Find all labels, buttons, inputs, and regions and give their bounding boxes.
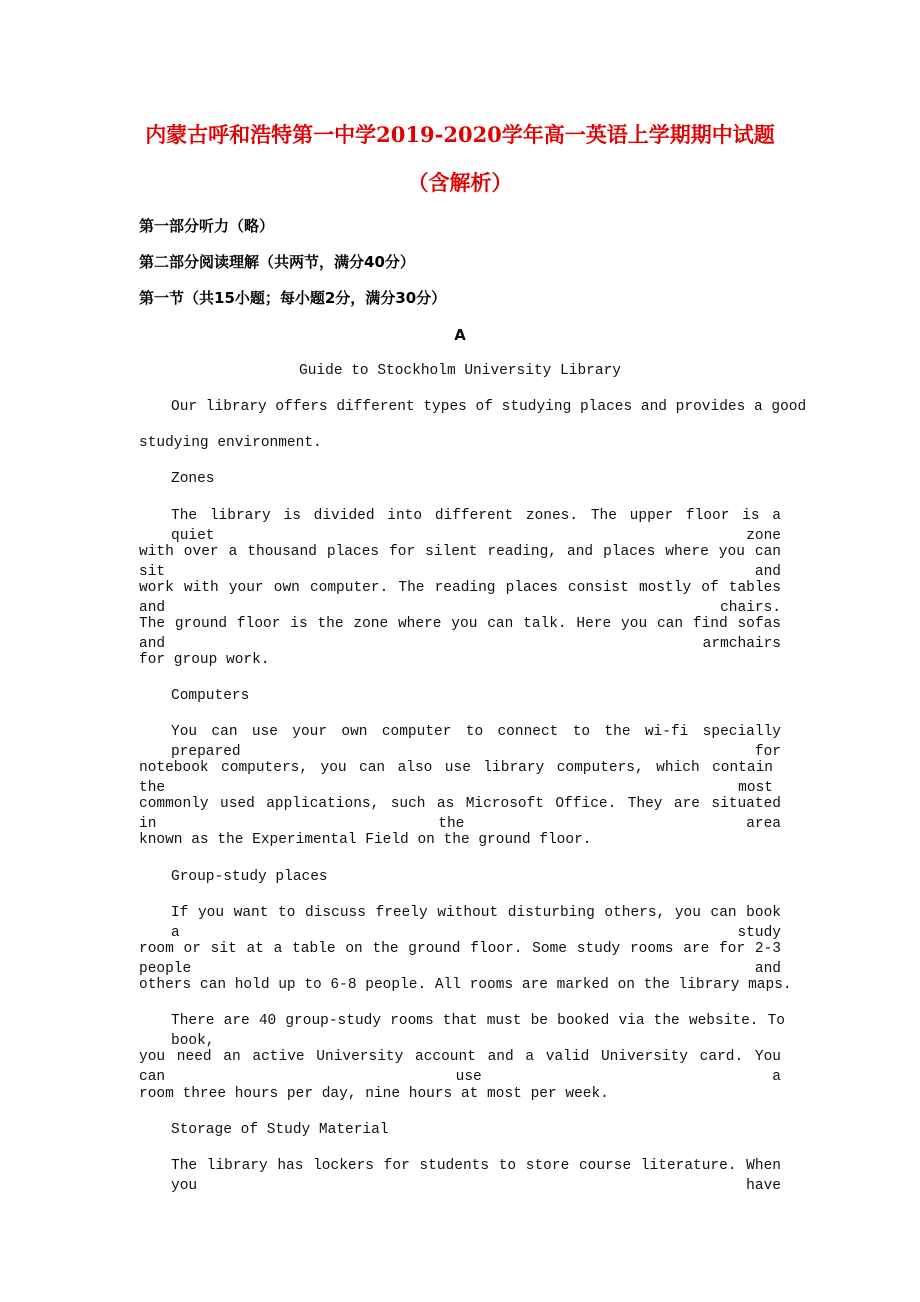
booking-line: room three hours per day, nine hours at most per week.	[139, 1086, 609, 1102]
zones-heading: Zones	[171, 471, 215, 487]
intro-line: Our library offers different types of studying places and provides a good	[171, 399, 807, 415]
part1-heading: 第一部分听力（略）	[139, 217, 275, 235]
zones-line: work with your own computer. The reading places consist mostly of tables and chairs.	[139, 580, 781, 616]
section1-heading: 第一节（共15小题；每小题2分，满分30分）	[139, 289, 447, 307]
passage-label: A	[454, 326, 466, 344]
zones-line: for group work.	[139, 652, 270, 668]
booking-line: you need an active University account and a valid University card. You can use a	[139, 1049, 781, 1085]
computers-line: You can use your own computer to connect to the wi-fi specially prepared for	[171, 724, 781, 760]
group-study-line: If you want to discuss freely without disturbing others, you can book a study	[171, 905, 781, 941]
intro-line: studying environment.	[139, 435, 322, 451]
computers-line: notebook computers, you can also use library computers, which contain the most	[139, 760, 773, 796]
booking-line: There are 40 group-study rooms that must be booked via the website. To book,	[171, 1013, 785, 1049]
zones-line: The ground floor is the zone where you can talk. Here you can find sofas and armchairs	[139, 616, 781, 652]
computers-heading: Computers	[171, 688, 250, 704]
group-study-line: others can hold up to 6-8 people. All rooms are marked on the library maps.	[139, 977, 792, 993]
zones-line: The library is divided into different zones. The upper floor is a quiet zone	[171, 508, 781, 544]
passage-title: Guide to Stockholm University Library	[299, 363, 621, 379]
storage-heading: Storage of Study Material	[171, 1122, 389, 1138]
storage-line: The library has lockers for students to store course literature. When you have	[171, 1158, 781, 1194]
computers-line: commonly used applications, such as Microsoft Office. They are situated in the area	[139, 796, 781, 832]
group-study-heading: Group-study places	[171, 869, 328, 885]
zones-line: with over a thousand places for silent reading, and places where you can sit and	[139, 544, 781, 580]
document-title-line-2: （含解析）	[407, 170, 513, 195]
group-study-line: room or sit at a table on the ground floor. Some study rooms are for 2-3 people and	[139, 941, 781, 977]
computers-line: known as the Experimental Field on the ground floor.	[139, 832, 592, 848]
part2-heading: 第二部分阅读理解（共两节，满分40分）	[139, 253, 415, 271]
document-title-line-1: 内蒙古呼和浩特第一中学2019-2020学年高一英语上学期期中试题	[145, 122, 775, 147]
